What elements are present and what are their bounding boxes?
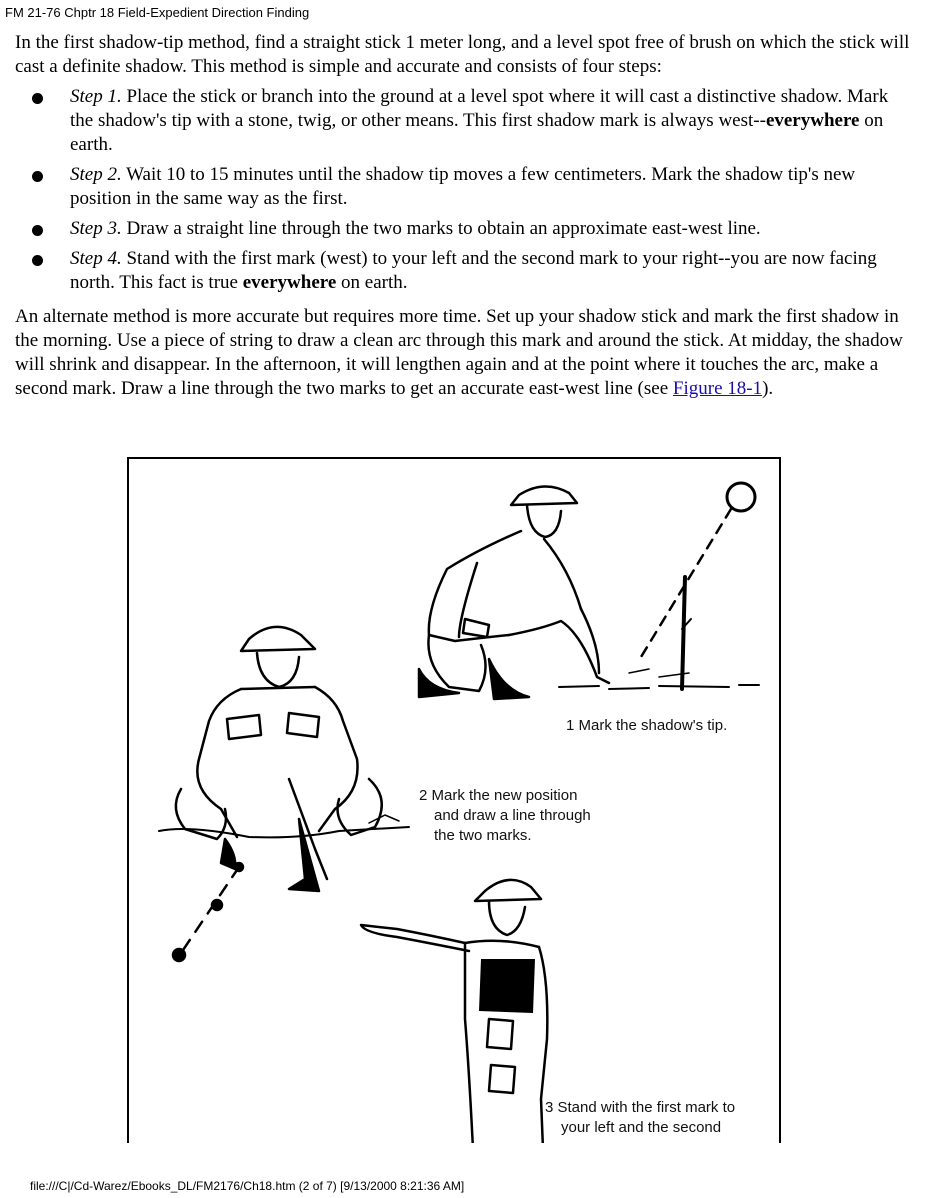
shadow-stick — [682, 577, 685, 689]
caption-step-3-line-1: 3 Stand with the first mark to — [545, 1099, 736, 1116]
figure-link[interactable]: Figure 18-1 — [672, 378, 763, 399]
page-footer: file:///C|/Cd-Warez/Ebooks_DL/FM2176/Ch18.htm (2 of 7) [9/13/2000 8:21:36 AM] — [30, 1179, 465, 1193]
step-label: Step 4. — [70, 248, 122, 269]
ground-line — [559, 685, 759, 689]
alternate-tail: ). — [762, 378, 774, 399]
step-text: Draw a straight line through the two marks to obtain an approximate east-west line. — [121, 218, 761, 239]
squatting-soldier-left — [159, 627, 409, 891]
step-tail: on earth. — [336, 272, 408, 293]
bullet-icon — [32, 93, 43, 104]
step-text: Stand with the first mark (west) to your left and the second mark to your right--you are now facing north. This fact is true — [70, 248, 877, 293]
standing-soldier-bottom — [361, 880, 547, 1143]
steps-list — [15, 85, 913, 295]
step-label: Step 1. — [70, 86, 122, 107]
emphasis-text: everywhere — [765, 110, 860, 131]
caption-step-1: 1 Mark the shadow's tip. — [566, 717, 728, 734]
caption-step-2-line-2: and draw a line through — [434, 807, 591, 824]
step-label: Step 3. — [70, 218, 122, 239]
sun-icon — [727, 483, 755, 511]
emphasis-text: everywhere — [242, 272, 337, 293]
figure-18-1 — [127, 457, 781, 1143]
caption-step-3-line-2: your left and the second — [561, 1119, 722, 1136]
step-text: Place the stick or branch into the ground at a level spot where it will cast a distinctive shadow. Mark the shadow's tip with a stone, twig, or other means. This first shadow mark is always west-- — [70, 86, 889, 131]
east-west-mark-line — [177, 867, 239, 959]
bullet-icon — [32, 171, 43, 182]
alternate-text: An alternate method is more accurate but requires more time. Set up your shadow stick and mark the first shadow in the morning. Use a piece of string to draw a clean arc through this mark and around the stick. At midday, the shadow will shrink and disappear. In the afternoon, it will lengthen again and at the point where it touches the arc, make a second mark. Draw a line through the two marks to get an accurate east-west line (see — [15, 306, 903, 399]
step-text: Wait 10 to 15 minutes until the shadow tip moves a few centimeters. Mark the shadow tip's new position in the same way as the first. — [70, 164, 856, 209]
alternate-paragraph — [15, 305, 913, 401]
page-header: FM 21-76 Chptr 18 Field-Expedient Direction Finding — [5, 5, 310, 20]
bullet-icon — [32, 255, 43, 266]
list-item — [15, 85, 913, 157]
document-body — [15, 31, 913, 401]
list-item — [15, 247, 913, 295]
step-label: Step 2. — [70, 164, 122, 185]
caption-step-2-line-3: the two marks. — [434, 827, 532, 844]
crouching-soldier-top — [419, 486, 609, 699]
bullet-icon — [32, 225, 43, 236]
intro-paragraph: In the first shadow-tip method, find a straight stick 1 meter long, and a level spot free of brush on which the stick will cast a definite shadow. This method is simple and accurate and consists of four steps: — [15, 32, 910, 77]
list-item — [15, 217, 913, 241]
step-tail: on earth. — [70, 110, 884, 155]
caption-step-2-line-1: 2 Mark the new position — [419, 787, 578, 804]
list-item — [15, 163, 913, 211]
